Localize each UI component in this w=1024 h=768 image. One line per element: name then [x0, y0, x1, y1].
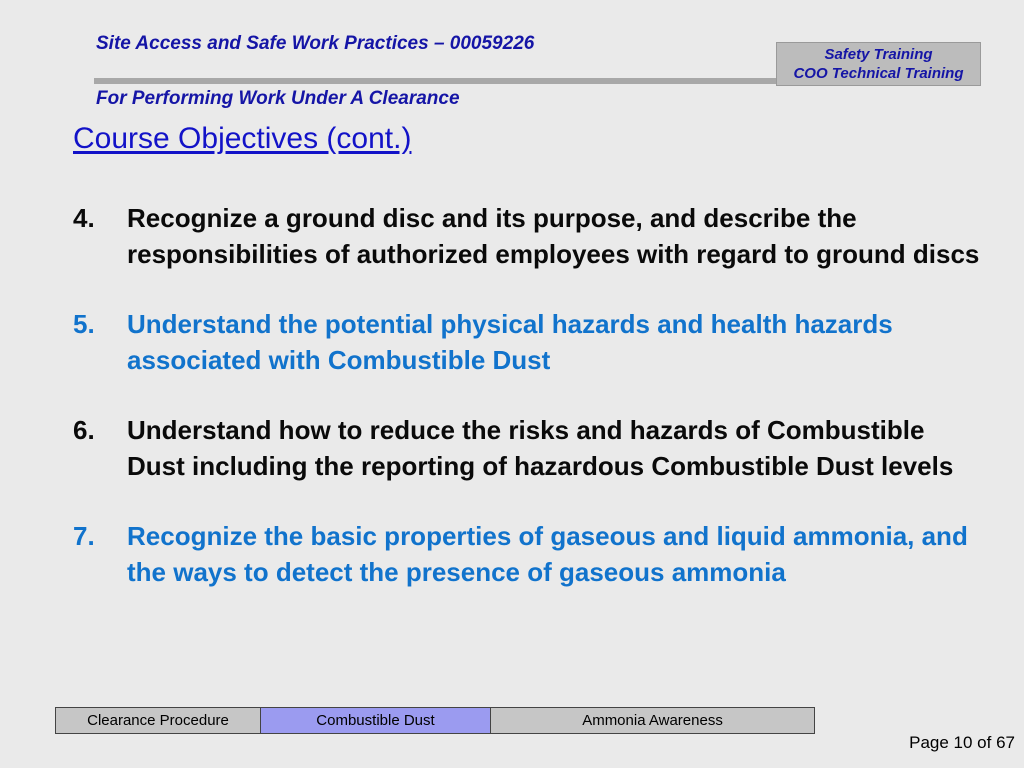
course-header-title: Site Access and Safe Work Practices – 00059226: [96, 33, 535, 54]
objective-number: 7.: [73, 521, 95, 551]
objective-text: Recognize a ground disc and its purpose, and describe the responsibilities of authorized employees with regard to ground discs: [127, 203, 980, 269]
badge-line-technical: COO Technical Training: [793, 65, 964, 82]
objective-text: Understand the potential physical hazards and health hazards associated with Combustible Dust: [127, 309, 893, 375]
training-badge: [776, 42, 981, 86]
objective-item-6: [73, 412, 983, 484]
badge-line-safety: Safety Training: [824, 46, 933, 63]
tab-ammonia-awareness[interactable]: Ammonia Awareness: [490, 708, 814, 733]
objective-item-5: [73, 306, 983, 378]
header-divider: [94, 78, 782, 84]
slide-title[interactable]: Course Objectives (cont.): [73, 122, 412, 155]
tab-clearance-procedure[interactable]: Clearance Procedure: [56, 708, 260, 733]
course-header-subtitle: For Performing Work Under A Clearance: [96, 88, 460, 109]
objective-text: Recognize the basic properties of gaseous and liquid ammonia, and the ways to detect the presence of gaseous ammonia: [127, 521, 968, 587]
objectives-list: [73, 200, 983, 590]
page-number: Page 10 of 67: [909, 733, 1015, 752]
objective-text: Understand how to reduce the risks and hazards of Combustible Dust including the reporting of hazardous Combustible Dust levels: [127, 415, 954, 481]
objective-item-4: [73, 200, 983, 272]
objective-number: 4.: [73, 203, 95, 233]
tab-combustible-dust[interactable]: Combustible Dust: [260, 708, 490, 733]
objective-number: 5.: [73, 309, 95, 339]
objective-number: 6.: [73, 415, 95, 445]
objective-item-7: [73, 518, 983, 590]
section-tabs: [55, 707, 815, 734]
